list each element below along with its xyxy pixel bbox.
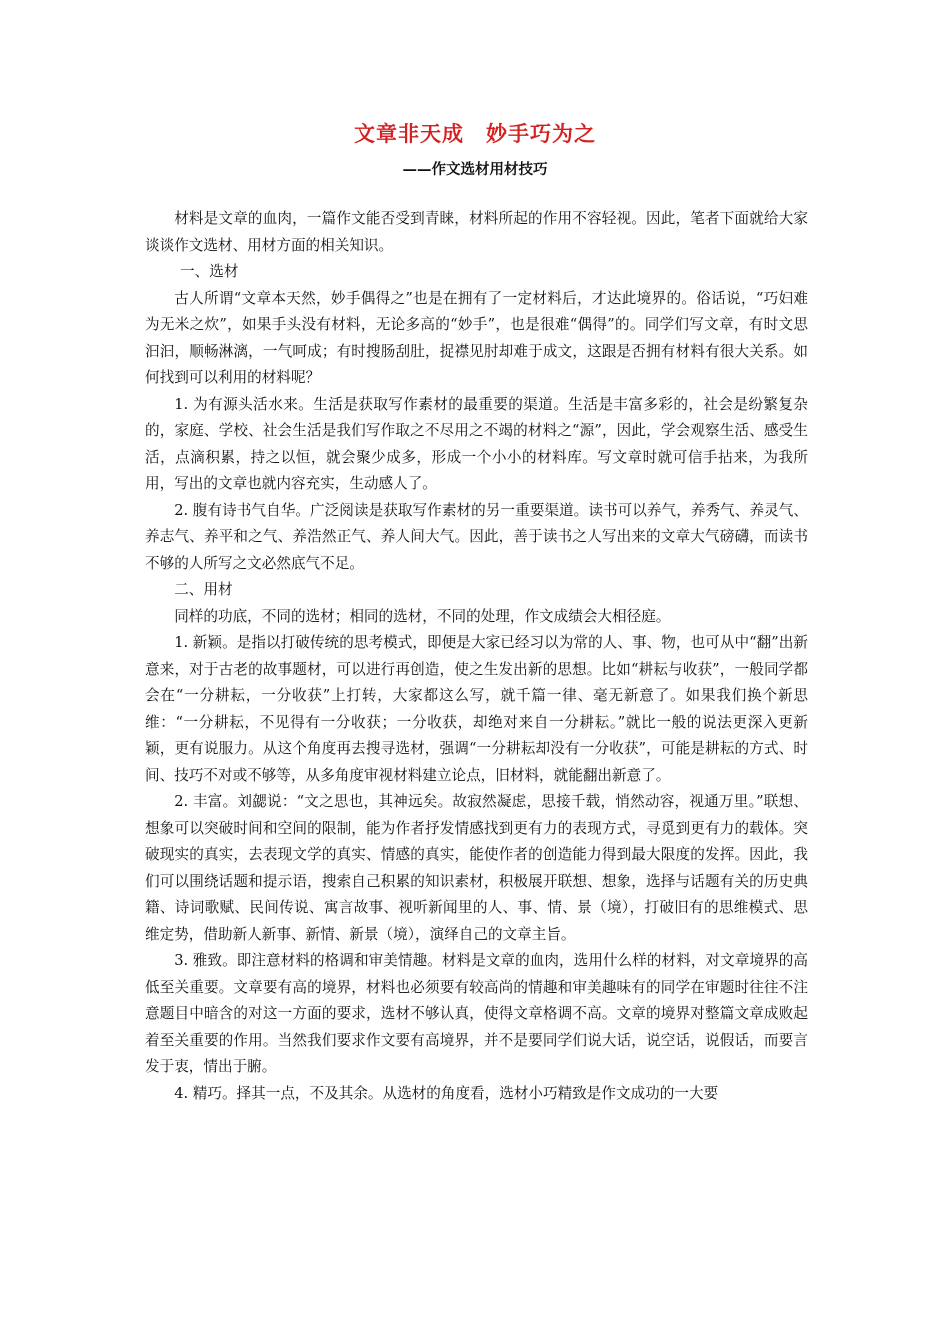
- paragraph: 1. 新颖。是指以打破传统的思考模式，即便是大家已经习以为常的人、事、物，也可从中“翻”出新意来，对于古老的故事题材，可以进行再创造，使之生发出新的思想。比如“耕耘与收获”，一般同学都会在“一分耕耘，一分收获”上打转，大家都这么写，就千篇一律、毫无新意了。如果我们换个新思维：“一分耕耘，不见得有一分收获；一分收获，却绝对来自一分耕耘。”就比一般的说法更深入更新颖，更有说服力。从这个角度再去搜寻选材，强调“一分耕耘却没有一分收获”，可能是耕耘的方式、时间、技巧不对或不够等，从多角度审视材料建立论点，旧材料，就能翻出新意了。: [145, 634, 808, 784]
- paragraph: 同样的功底，不同的选材；相同的选材，不同的处理，作文成绩会大相径庭。: [174, 607, 671, 625]
- document-title: 文章非天成 妙手巧为之: [354, 121, 596, 146]
- paragraph: 1. 为有源头活水来。生活是获取写作素材的最重要的渠道。生活是丰富多彩的，社会是纷繁复杂的，家庭、学校、社会生活是我们写作取之不尽用之不竭的材料之“源”，因此，学会观察生活、感受生活，点滴积累，持之以恒，就会聚少成多，形成一个小小的材料库。写文章时就可信手拈来，为我所用，写出的文章也就内容充实，生动感人了。: [145, 395, 808, 492]
- paragraph: 2. 丰富。刘勰说：“文之思也，其神远矣。故寂然凝虑，思接千载，悄然动容，视通万里。”联想、想象可以突破时间和空间的限制，能为作者抒发情感找到更有力的表现方式，寻觅到更有力的载体。突破现实的真实，去表现文学的真实、情感的真实，能使作者的创造能力得到最大限度的发挥。因此，我们可以围绕话题和提示语，搜索自己积累的知识素材，积极展开联想、想象，选择与话题有关的历史典籍、诗词歌赋、民间传说、寓言故事、视听新闻里的人、事、情、景（境），打破旧有的思维模式、思维定势，借助新人新事、新情、新景（境），演绎自己的文章主旨。: [145, 793, 808, 943]
- section-heading-use: 二、用材: [174, 581, 233, 598]
- document-body: [145, 206, 808, 1107]
- paragraph: 古人所谓“文章本天然，妙手偶得之”也是在拥有了一定材料后，才达此境界的。俗话说，“巧妇难为无米之炊”，如果手头没有材料，无论多高的“妙手”，也是很难“偶得”的。同学们写文章，有时文思汩汩，顺畅淋漓，一气呵成；有时搜肠刮肚，捉襟见肘却难于成文，这跟是否拥有材料有很大关系。如何找到可以利用的材料呢？: [145, 289, 808, 386]
- paragraph-intro: 材料是文章的血肉，一篇作文能否受到青睐，材料所起的作用不容轻视。因此，笔者下面就给大家谈谈作文选材、用材方面的相关知识。: [145, 210, 808, 254]
- section-heading-select: 一、选材: [180, 263, 239, 280]
- paragraph: 3. 雅致。即注意材料的格调和审美情趣。材料是文章的血肉，选用什么样的材料，对文章境界的高低至关重要。文章要有高的境界，材料也必须要有较高尚的情趣和审美趣味有的同学在审题时往往不注意题目中暗含的对这一方面的要求，选材不够认真，使得文章格调不高。文章的境界对整篇文章成败起着至关重要的作用。当然我们要求作文要有高境界，并不是要同学们说大话，说空话，说假话，而要言发于衷，情出于腑。: [145, 952, 808, 1075]
- paragraph: 4. 精巧。择其一点，不及其余。从选材的角度看，选材小巧精致是作文成功的一大要: [174, 1084, 719, 1102]
- paragraph: 2. 腹有诗书气自华。广泛阅读是获取写作素材的另一重要渠道。读书可以养气，养秀气、养灵气、养志气、养平和之气、养浩然正气、养人间大气。因此，善于读书之人写出来的文章大气磅礴，而读书不够的人所写之文必然底气不足。: [145, 501, 808, 572]
- document-subtitle: ——作文选材用材技巧: [402, 161, 548, 178]
